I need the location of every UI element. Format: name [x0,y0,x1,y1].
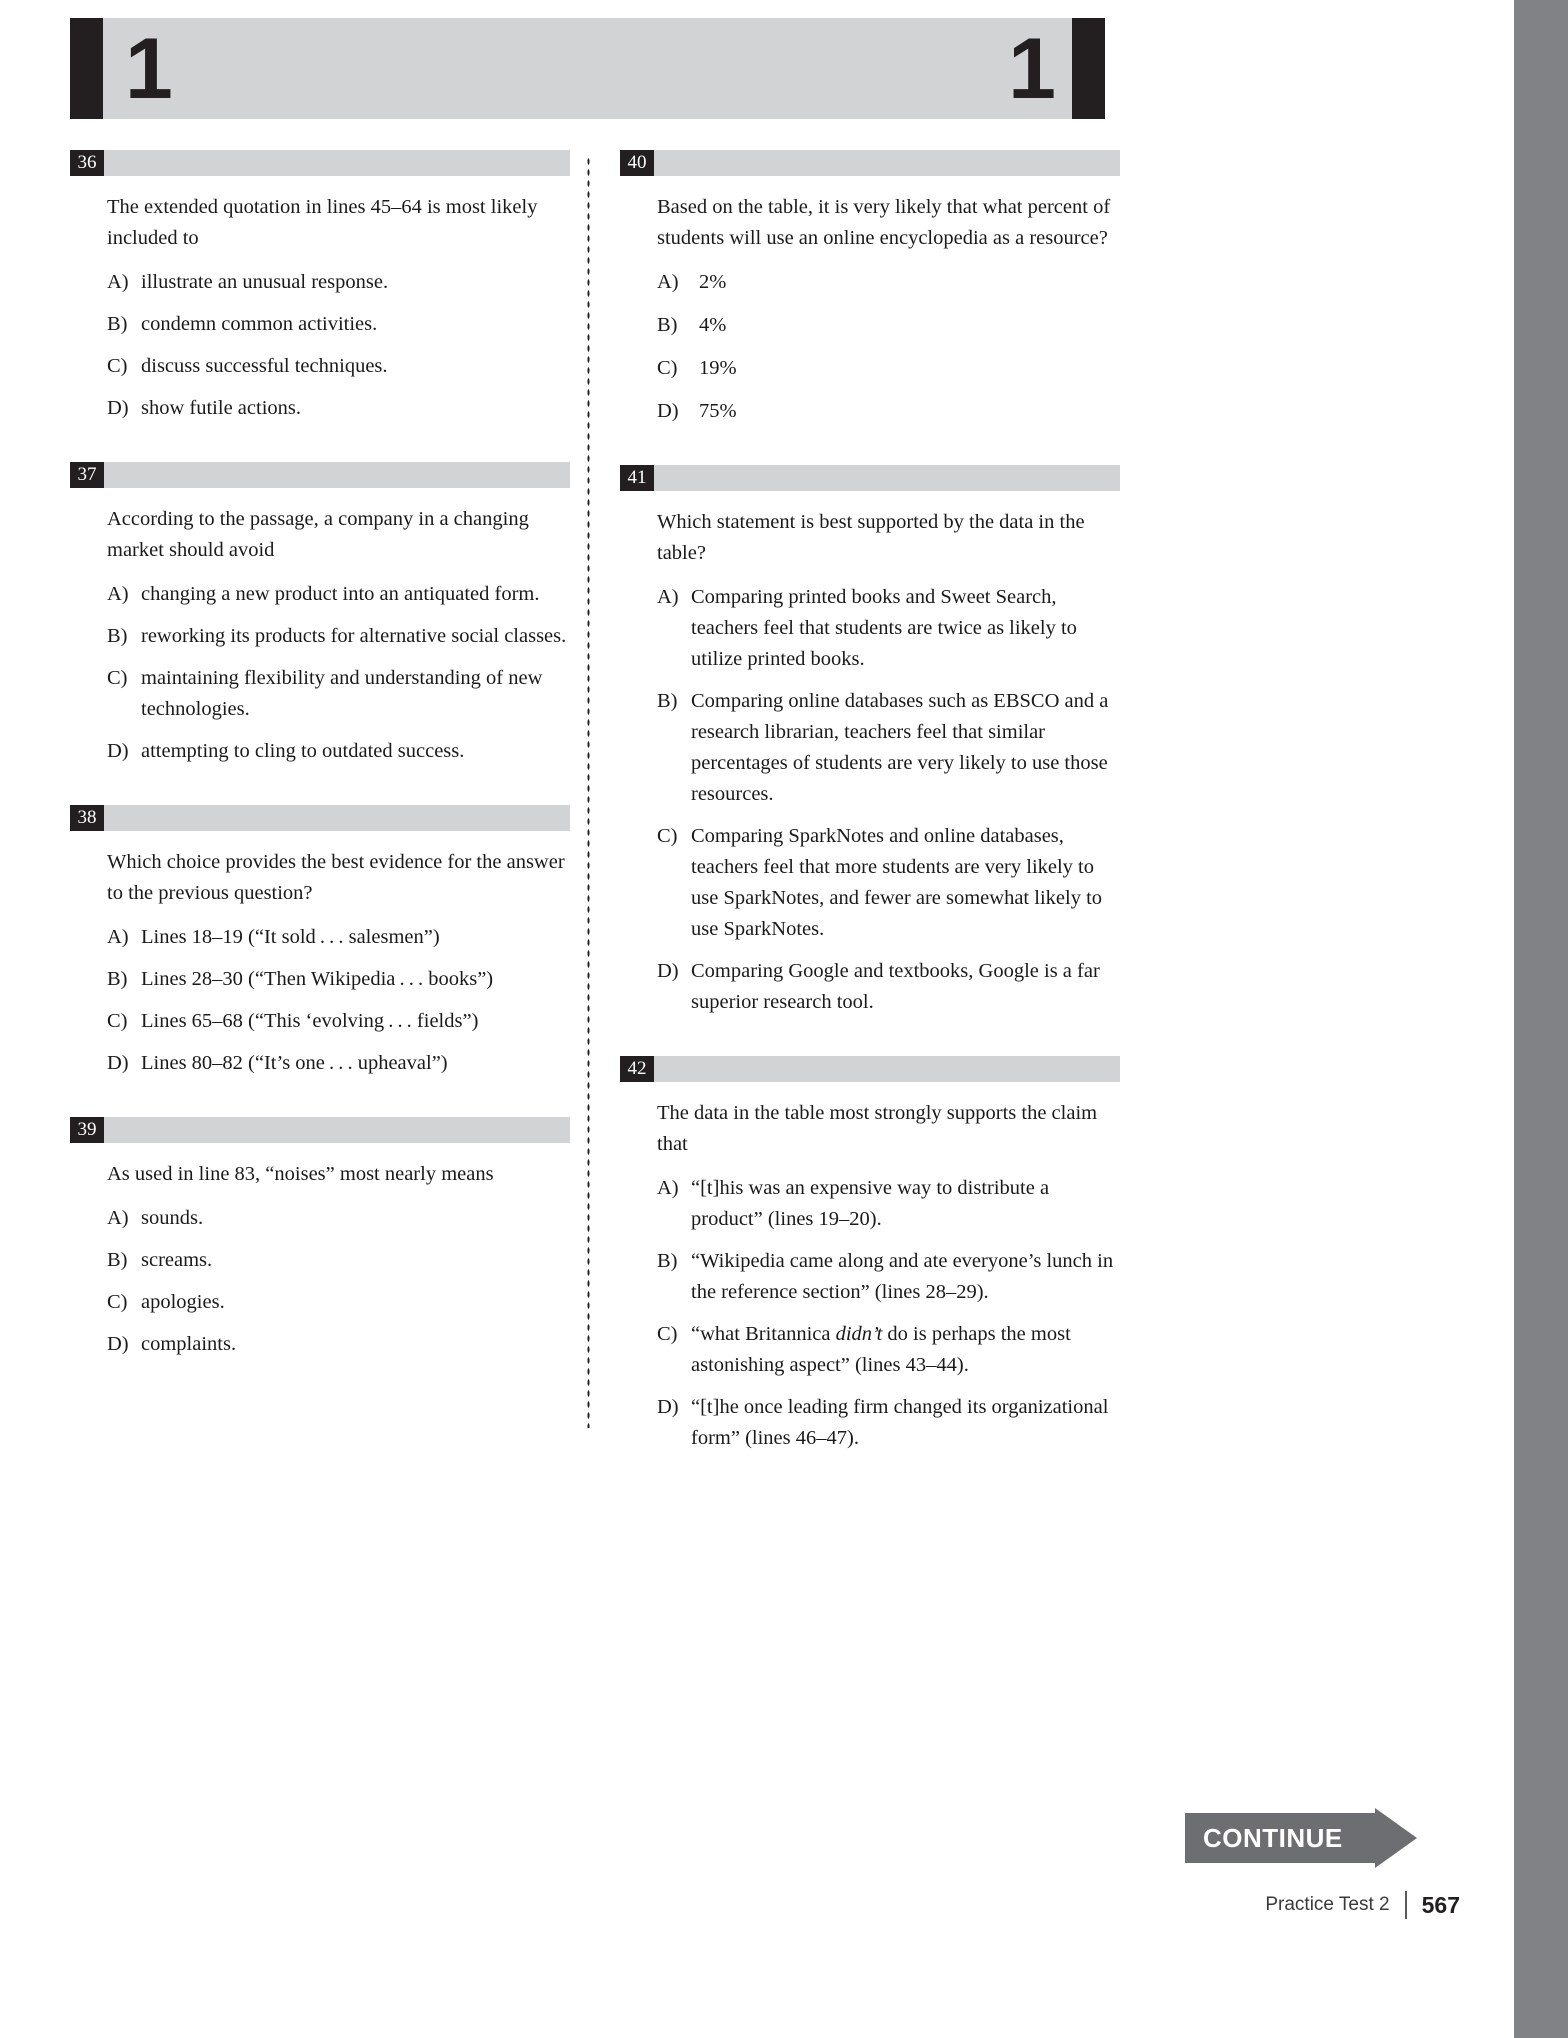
answer-choice-text: Lines 65–68 (“This ‘evolving . . . fields”) [141,1010,479,1032]
question-header [70,150,570,176]
question-number-badge: 40 [620,150,654,176]
answer-choice[interactable] [620,353,1120,384]
answer-choice-text: screams. [141,1249,213,1271]
continue-arrow-icon [1375,1808,1417,1868]
answer-choice[interactable] [620,1173,1120,1235]
continue-banner [1185,1813,1425,1863]
answer-choice[interactable] [620,267,1120,298]
question-header-rule [654,150,1120,176]
answer-choice-letter: D) [107,740,129,762]
answer-choice[interactable] [70,309,570,340]
answer-choice-letter: B) [657,314,678,336]
question-stem: Based on the table, it is very likely that what percent of students will use an online encyclopedia as a resource? [657,196,1111,249]
question-block [620,465,1120,1018]
answer-choice-text: 4% [699,314,727,336]
answer-choice-letter: A) [657,586,679,608]
question-header [620,465,1120,491]
answer-choice-letter: D) [107,397,129,419]
page-footer [1000,1885,1460,1925]
answer-choice-letter: D) [107,1333,129,1355]
answer-choice-letter: B) [107,968,128,990]
answer-choice[interactable] [620,1392,1120,1454]
answer-choice[interactable] [70,1287,570,1318]
answer-choice-text: Lines 18–19 (“It sold . . . salesmen”) [141,926,440,948]
answer-choice[interactable] [620,686,1120,810]
question-header [70,462,570,488]
answer-choice-text: “what Britannica didn’t do is perhaps the most astonishing aspect” (lines 43–44). [691,1323,1071,1376]
question-header-rule [654,465,1120,491]
answer-choice[interactable] [70,663,570,725]
footer-page-number: 567 [1421,1891,1460,1918]
question-stem: The data in the table most strongly supports the claim that [657,1102,1098,1155]
answer-choice[interactable] [70,579,570,610]
question-block [620,150,1120,427]
left-column [70,150,570,1398]
answer-choice-letter: C) [107,355,128,377]
answer-choice-letter: B) [107,313,128,335]
answer-choice[interactable] [620,1319,1120,1381]
answer-choice-text: apologies. [141,1291,225,1313]
answer-choice[interactable] [70,1048,570,1079]
question-stem: As used in line 83, “noises” most nearly means [107,1163,494,1185]
answer-choice-letter: D) [657,960,679,982]
question-header [70,1117,570,1143]
answer-choice-text: illustrate an unusual response. [141,271,389,293]
answer-choice[interactable] [70,1006,570,1037]
question-number-badge: 37 [70,462,104,488]
question-number-badge: 39 [70,1117,104,1143]
answer-choice-letter: B) [657,1250,678,1272]
answer-choice-text: Lines 80–82 (“It’s one . . . upheaval”) [141,1052,448,1074]
answer-choice-text: changing a new product into an antiquated form. [141,583,540,605]
answer-choice-emphasis: didn’t [835,1323,883,1345]
answer-choice-text: “[t]he once leading firm changed its organizational form” (lines 46–47). [691,1396,1109,1449]
answer-choice-letter: C) [657,357,678,379]
answer-choice-letter: C) [107,1291,128,1313]
question-stem: The extended quotation in lines 45–64 is most likely included to [107,196,538,249]
answer-choice-letter: D) [657,400,679,422]
question-block [70,805,570,1079]
section-number-left: 1 [125,20,171,117]
answer-choice[interactable] [70,351,570,382]
question-header-rule [104,462,570,488]
question-columns [70,150,1120,1850]
answer-choice-text: Lines 28–30 (“Then Wikipedia . . . books”) [141,968,494,990]
section-number-right: 1 [1008,20,1054,117]
continue-label: CONTINUE [1203,1822,1343,1853]
answer-choice-letter: A) [107,271,129,293]
header-bar [103,18,1072,119]
answer-choice-letter: B) [107,625,128,647]
question-header [620,1056,1120,1082]
answer-choice-letter: D) [107,1052,129,1074]
answer-choice[interactable] [70,1329,570,1360]
answer-choice-text: Comparing Google and textbooks, Google is a far superior research tool. [691,960,1100,1013]
question-header-rule [104,805,570,831]
answer-choice[interactable] [620,582,1120,675]
answer-choice-text: maintaining flexibility and understanding of new technologies. [141,667,543,720]
answer-choice-text: “[t]his was an expensive way to distribute a product” (lines 19–20). [691,1177,1050,1230]
page-edge-strip [1514,0,1568,2038]
answer-choice[interactable] [620,956,1120,1018]
answer-choice-letter: A) [107,1207,129,1229]
answer-choice[interactable] [70,964,570,995]
footer-separator [1405,1891,1407,1919]
answer-choice-text: Comparing SparkNotes and online databases, teachers feel that more students are very likely to use SparkNotes, and fewer are somewhat likely to use SparkNotes. [691,825,1103,940]
column-divider [587,156,590,1428]
question-number-badge: 36 [70,150,104,176]
question-header-rule [654,1056,1120,1082]
header-cap-right [1072,18,1105,119]
question-number-badge: 42 [620,1056,654,1082]
question-stem: Which statement is best supported by the data in the table? [657,511,1085,564]
answer-choice-letter: B) [657,690,678,712]
answer-choice-text: sounds. [141,1207,204,1229]
answer-choice[interactable] [620,310,1120,341]
answer-choice-letter: C) [107,1010,128,1032]
footer-test-name: Practice Test 2 [1265,1894,1390,1915]
answer-choice-letter: A) [107,926,129,948]
answer-choice[interactable] [70,922,570,953]
answer-choice-text: 19% [699,357,737,379]
question-stem: Which choice provides the best evidence for the answer to the previous question? [107,851,565,904]
answer-choice-text: show futile actions. [141,397,301,419]
answer-choice-letter: C) [657,1323,678,1345]
answer-choice-text: 2% [699,271,727,293]
answer-choice[interactable] [70,621,570,652]
question-header-rule [104,1117,570,1143]
answer-choice-letter: C) [657,825,678,847]
answer-choice-text: condemn common activities. [141,313,378,335]
header-cap-left [70,18,103,119]
question-header [70,805,570,831]
answer-choice-letter: A) [657,271,679,293]
answer-choice[interactable] [70,267,570,298]
answer-choice-letter: A) [657,1177,679,1199]
answer-choice-text: Comparing printed books and Sweet Search, teachers feel that students are twice as likely to utilize printed books. [691,586,1077,670]
question-number-badge: 38 [70,805,104,831]
question-block [70,150,570,424]
answer-choice[interactable] [620,396,1120,427]
question-number-badge: 41 [620,465,654,491]
answer-choice-text: attempting to cling to outdated success. [141,740,465,762]
answer-choice-text: 75% [699,400,737,422]
answer-choice-letter: B) [107,1249,128,1271]
answer-choice[interactable] [620,1246,1120,1308]
continue-banner-body [1185,1813,1375,1863]
question-header [620,150,1120,176]
question-block [620,1056,1120,1454]
question-block [70,1117,570,1360]
question-block [70,462,570,767]
answer-choice-text: discuss successful techniques. [141,355,388,377]
answer-choice-text: Comparing online databases such as EBSCO and a research librarian, teachers feel that similar percentages of students are very likely to use those resources. [691,690,1109,805]
answer-choice-letter: A) [107,583,129,605]
answer-choice-letter: D) [657,1396,679,1418]
answer-choice-letter: C) [107,667,128,689]
answer-choice[interactable] [620,821,1120,945]
answer-choice-text: complaints. [141,1333,237,1355]
answer-choice-text: reworking its products for alternative social classes. [141,625,567,647]
question-header-rule [104,150,570,176]
question-stem: According to the passage, a company in a changing market should avoid [107,508,529,561]
answer-choice[interactable] [70,736,570,767]
section-header [70,18,1105,119]
answer-choice[interactable] [70,1203,570,1234]
answer-choice[interactable] [70,1245,570,1276]
answer-choice[interactable] [70,393,570,424]
right-column [620,150,1120,1492]
answer-choice-text: “Wikipedia came along and ate everyone’s lunch in the reference section” (lines 28–29). [691,1250,1114,1303]
